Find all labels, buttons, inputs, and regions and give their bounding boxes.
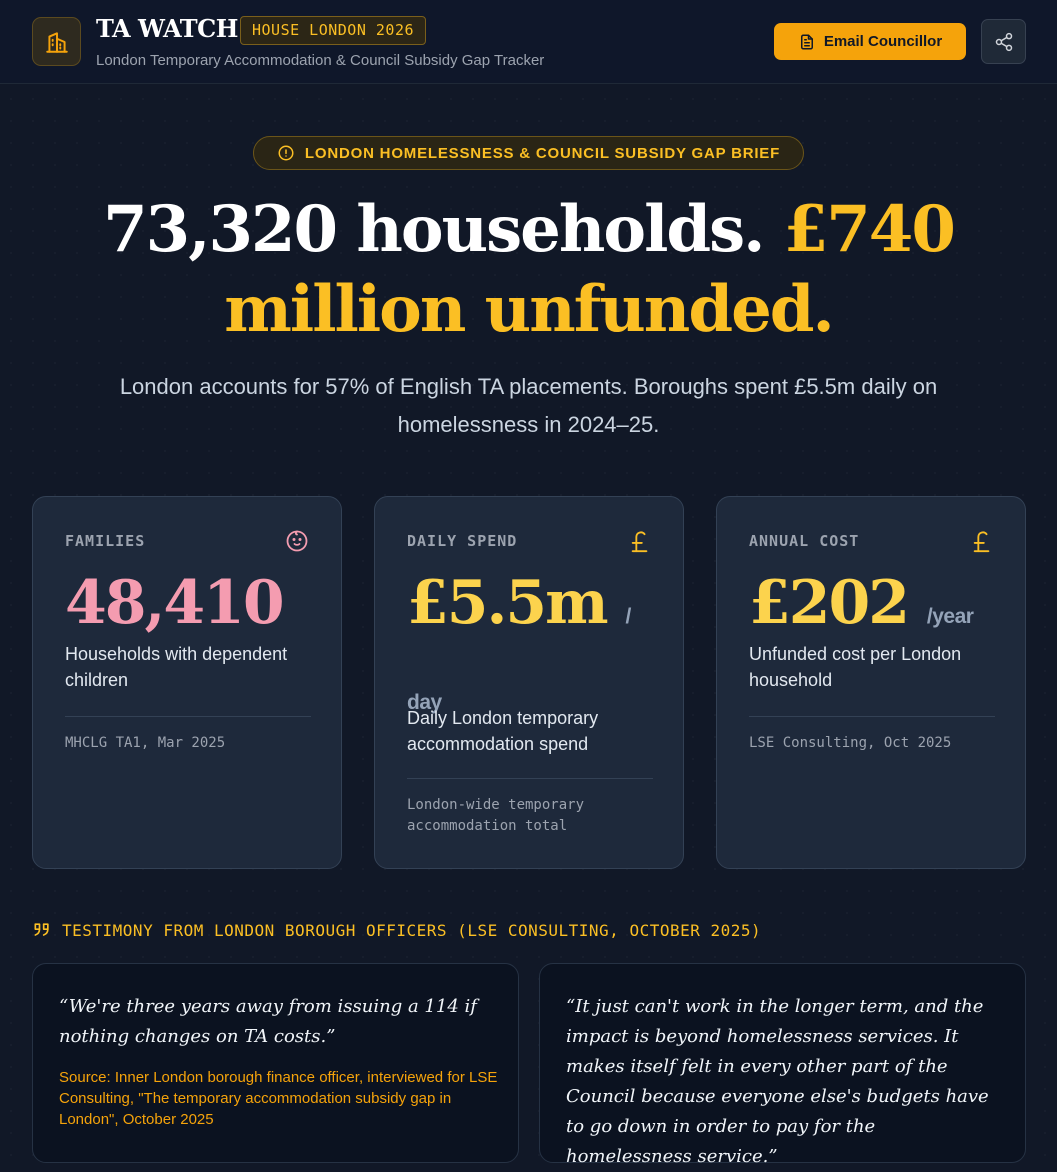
- hero-headline: [60, 190, 997, 350]
- alert-circle-icon: [277, 144, 295, 162]
- hero-summary: London accounts for 57% of English TA placements. Boroughs spent £5.5m daily on homelessness in 2024–25.: [119, 374, 938, 437]
- stat-divider: [749, 716, 995, 717]
- pound-icon: [629, 529, 651, 555]
- quote-source: Source: Inner London borough finance officer, interviewed for LSE Consulting, "The temporary accommodation subsidy gap in London", October 2025: [59, 1069, 498, 1128]
- stat-divider: [65, 716, 311, 717]
- quote-card: [539, 963, 1026, 1167]
- stat-source: LSE Consulting, Oct 2025: [749, 735, 952, 751]
- hero-households: 73,320 households.: [103, 192, 764, 267]
- stat-card-daily-spend: [374, 496, 684, 869]
- stat-label: FAMILIES: [65, 532, 146, 550]
- share-icon: [994, 32, 1014, 52]
- quote-text: “It just can't work in the longer term, and the impact is beyond homelessness services. It makes itself felt in every other part of the Council because everyone else's budgets have to go down in order to pay for the homelessness service.”: [566, 996, 989, 1167]
- baby-face-icon: [285, 529, 309, 553]
- stat-unit: / day: [407, 605, 631, 714]
- stat-card-families: [32, 496, 342, 869]
- stat-label: DAILY SPEND: [407, 532, 518, 550]
- email-councillor-label: Email Councillor: [823, 33, 943, 50]
- document-icon: [798, 33, 816, 51]
- edition-badge: HOUSE LONDON 2026: [240, 16, 426, 45]
- quote-icon: [32, 920, 52, 940]
- quote-card: [32, 963, 519, 1163]
- stat-value-number: 48,410: [65, 568, 283, 638]
- building-icon: [44, 29, 70, 55]
- stat-unit: /year: [926, 605, 974, 628]
- site-subtitle: London Temporary Accommodation & Council Subsidy Gap Tracker: [96, 52, 545, 69]
- stat-card-annual-cost: [716, 496, 1026, 869]
- stat-value-number: £5.5m: [407, 568, 607, 638]
- brief-pill: [253, 136, 804, 170]
- stat-value: [65, 567, 283, 639]
- share-button[interactable]: [981, 19, 1026, 64]
- stat-label: ANNUAL COST: [749, 532, 860, 550]
- site-title: TA WATCH: [96, 14, 238, 43]
- site-header: [0, 0, 1057, 84]
- stat-divider: [407, 778, 653, 779]
- stat-value-number: £202: [749, 568, 908, 638]
- quote-text: “We're three years away from issuing a 114 if nothing changes on TA costs.”: [59, 996, 477, 1047]
- hero-amount: £740: [783, 192, 954, 267]
- pound-icon: [971, 529, 993, 555]
- testimony-heading: [32, 920, 761, 940]
- hero-unfunded: million unfunded.: [224, 272, 833, 347]
- brief-label: LONDON HOMELESSNESS & COUNCIL SUBSIDY GAP BRIEF: [304, 144, 781, 162]
- logo[interactable]: [32, 17, 81, 66]
- testimony-heading-label: TESTIMONY FROM LONDON BOROUGH OFFICERS (LSE CONSULTING, OCTOBER 2025): [62, 920, 762, 940]
- stat-description: Unfunded cost per London household: [749, 644, 962, 690]
- stat-source: London-wide temporary accommodation total: [407, 797, 585, 834]
- stat-description: Daily London temporary accommodation spend: [407, 708, 599, 754]
- stat-description: Households with dependent children: [65, 644, 288, 690]
- email-councillor-button[interactable]: [774, 23, 966, 60]
- stat-source: MHCLG TA1, Mar 2025: [65, 735, 226, 751]
